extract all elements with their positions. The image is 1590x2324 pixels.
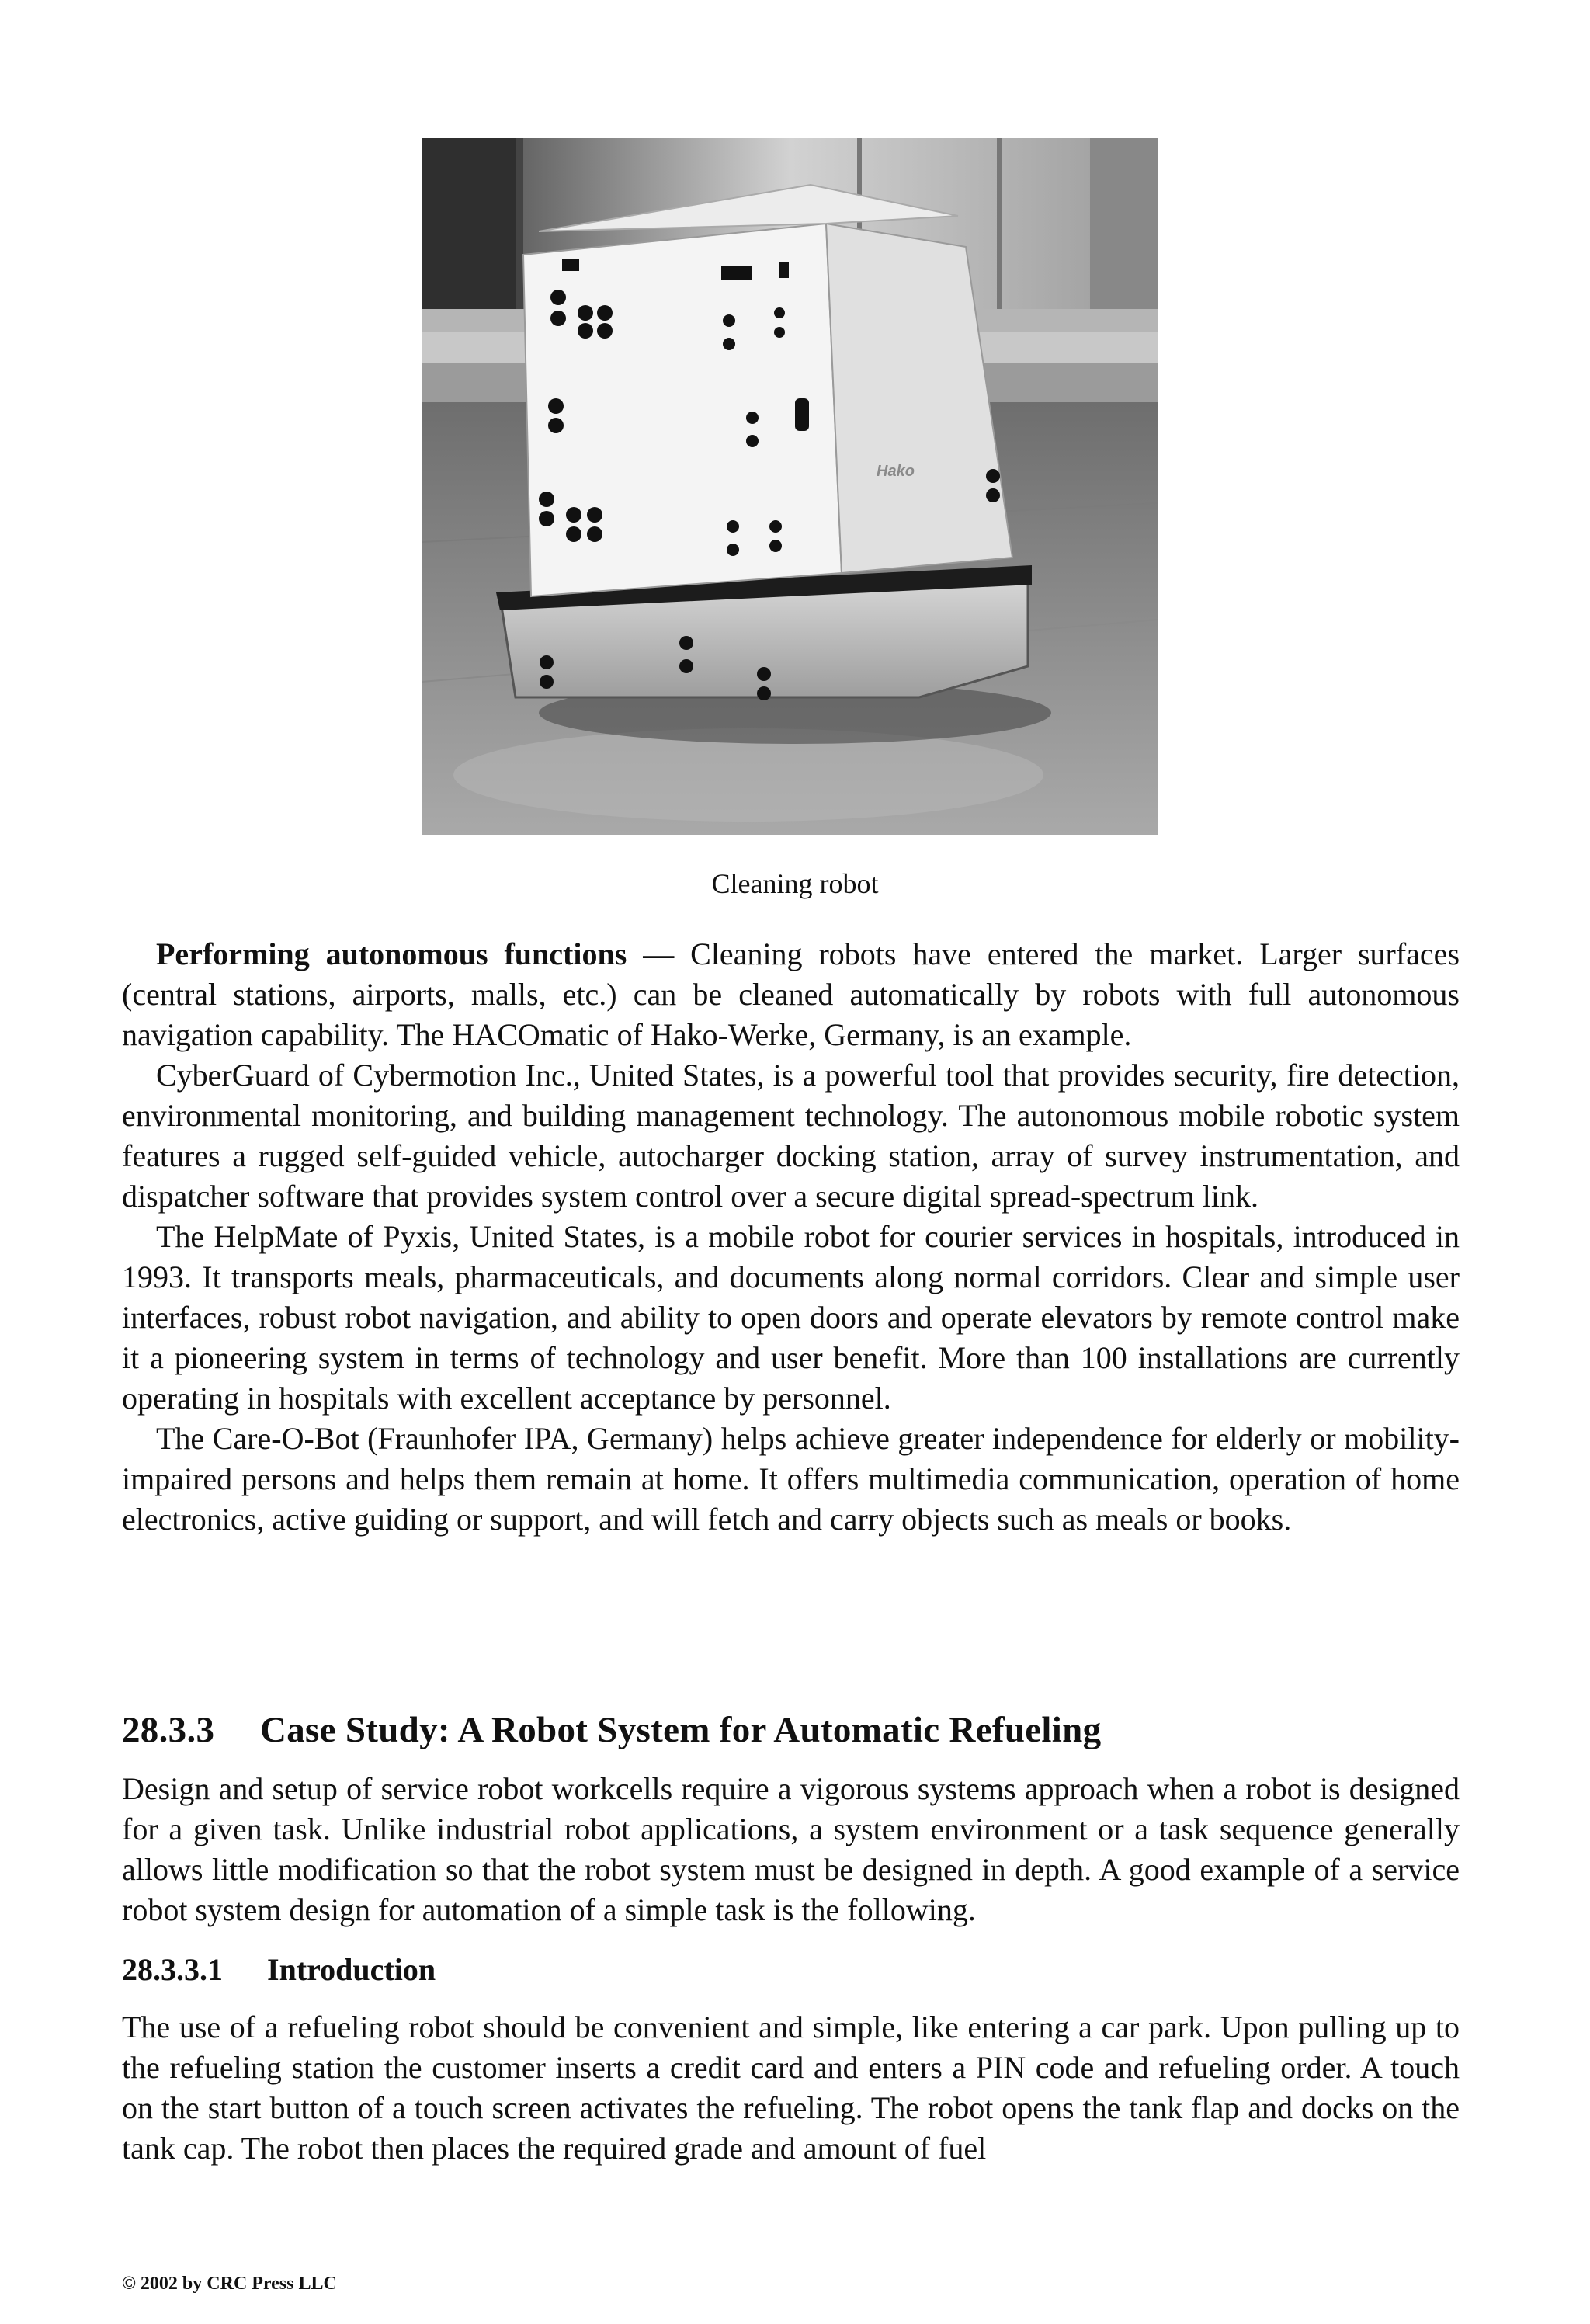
subsection-title: Introduction <box>267 1952 436 1987</box>
section-heading <box>122 1707 1460 1753</box>
robot-brand-label: Hako <box>877 463 915 480</box>
figure-caption: Cleaning robot <box>711 868 879 899</box>
body-text-upper <box>122 934 1460 1540</box>
robot-illustration <box>422 138 1158 835</box>
subsection-number: 28.3.3.1 <box>122 1952 223 1987</box>
section-title: Case Study: A Robot System for Automatic Refueling <box>260 1710 1102 1750</box>
paragraph-autonomous-functions <box>122 934 1460 1055</box>
run-in-heading: Performing autonomous functions — <box>156 936 675 971</box>
subsection-text <box>122 2007 1460 2169</box>
cleaning-robot-photo <box>422 138 1158 835</box>
paragraph-helpmate: The HelpMate of Pyxis, United States, is a mobile robot for courier services in hospitals, introduced in 1993. It transports meals, pharmaceuticals, and documents along normal corridors. Clear and simple user interfaces, robust robot navigation, and ability to open doors and operate elevators by remote control make it a pioneering system in terms of technology and user benefit. More than 100 installations are currently operating in hospitals with excellent acceptance by personnel. <box>122 1219 1460 1416</box>
paragraph-cyberguard: CyberGuard of Cybermotion Inc., United States, is a powerful tool that provides security, fire detection, environmental monitoring, and building management technology. The autonomous mobile robotic system features a rugged self-guided vehicle, autocharger docking station, array of survey instrumentation, and dispatcher software that provides system control over a secure digital spread-spectrum link. <box>122 1058 1460 1214</box>
copyright-footer: © 2002 by CRC Press LLC <box>122 2274 337 2294</box>
subsection-heading <box>122 1950 1460 1990</box>
paragraph-care-o-bot: The Care-O-Bot (Fraunhofer IPA, Germany) helps achieve greater independence for elderly or mobility-impaired persons and helps them remain at home. It offers multimedia communication, operation of home electronics, active guiding or support, and will fetch and carry objects such as meals or books. <box>122 1421 1460 1537</box>
paragraph-introduction: The use of a refueling robot should be convenient and simple, like entering a car park. Upon pulling up to the refueling station the customer inserts a credit card and enters a PIN code and refueling order. A touch on the start button of a touch screen activates the refueling. The robot opens the tank flap and docks on the tank cap. The robot then places the required grade and amount of fuel <box>122 2010 1460 2166</box>
section-number: 28.3.3 <box>122 1710 215 1750</box>
paragraph-text: Cleaning robots have entered the market. Larger surfaces (central stations, airports, malls, etc.) can be cleaned automatically by robots with full autonomous navigation capability. The HACOmatic of Hako-Werke, Germany, is an example. <box>122 936 1460 1052</box>
section-intro-text <box>122 1769 1460 1930</box>
paragraph-case-study: Design and setup of service robot workcells require a vigorous systems approach when a robot is designed for a given task. Unlike industrial robot applications, a system environment or a task sequence generally allows little modification so that the robot system must be designed in depth. A good example of a service robot system design for automation of a simple task is the following. <box>122 1771 1460 1927</box>
